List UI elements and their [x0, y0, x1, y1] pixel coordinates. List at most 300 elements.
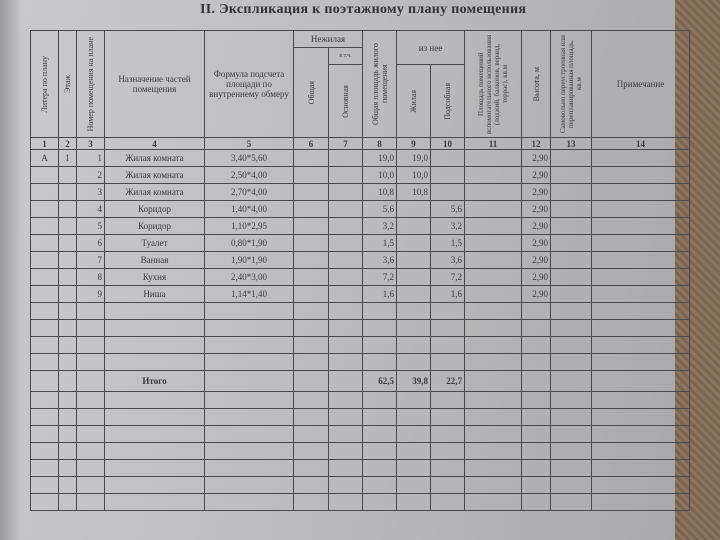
table-cell: [431, 337, 465, 354]
table-cell: 4: [77, 201, 105, 218]
table-row: [31, 460, 690, 477]
table-cell: [329, 269, 363, 286]
table-cell: Жилая комната: [105, 167, 205, 184]
table-cell: 3,6: [431, 252, 465, 269]
table-cell: [592, 269, 690, 286]
table-cell: [294, 218, 329, 235]
table-cell: [397, 201, 431, 218]
table-cell: [105, 409, 205, 426]
table-cell: 5: [77, 218, 105, 235]
col-num: 2: [59, 138, 77, 150]
table-cell: 1: [59, 150, 77, 167]
table-cell: [592, 477, 690, 494]
col-num: 4: [105, 138, 205, 150]
table-cell: [397, 252, 431, 269]
table-cell: [77, 354, 105, 371]
table-cell: [592, 252, 690, 269]
table-cell: [551, 184, 592, 201]
table-cell: [205, 460, 294, 477]
table-cell: [551, 269, 592, 286]
table-cell: [329, 286, 363, 303]
table-cell: [31, 477, 59, 494]
table-cell: [329, 477, 363, 494]
table-cell: [77, 409, 105, 426]
table-cell: 2,90: [522, 218, 551, 235]
table-cell: [59, 443, 77, 460]
table-row: [31, 409, 690, 426]
table-cell: Коридор: [105, 218, 205, 235]
header-primechanie: Примечание: [592, 31, 690, 138]
table-cell: [551, 460, 592, 477]
table-cell: [551, 303, 592, 320]
table-cell: 1,40*4,00: [205, 201, 294, 218]
table-cell: 39,8: [397, 371, 431, 392]
explication-table: [30, 30, 690, 511]
table-cell: [465, 201, 522, 218]
table-cell: [329, 371, 363, 392]
table-cell: 2,90: [522, 269, 551, 286]
table-cell: [431, 167, 465, 184]
table-cell: [592, 337, 690, 354]
header-formula: Формула подсчета площади по внутреннему обмеру: [205, 31, 294, 138]
table-cell: 1,90*1,90: [205, 252, 294, 269]
table-cell: [522, 477, 551, 494]
table-cell: [363, 443, 397, 460]
header-naznachenie: Назначение частей помещения: [105, 31, 205, 138]
table-cell: 7,2: [431, 269, 465, 286]
table-row: [31, 303, 690, 320]
table-cell: [329, 167, 363, 184]
table-cell: [205, 371, 294, 392]
table-cell: [465, 392, 522, 409]
table-cell: [31, 426, 59, 443]
table-cell: [77, 392, 105, 409]
table-cell: [397, 303, 431, 320]
table-cell: 1,10*2,95: [205, 218, 294, 235]
table-cell: [105, 354, 205, 371]
table-cell: [465, 371, 522, 392]
table-cell: Коридор: [105, 201, 205, 218]
table-cell: [105, 443, 205, 460]
table-row: [31, 494, 690, 511]
table-cell: [329, 409, 363, 426]
col-num: 6: [294, 138, 329, 150]
table-cell: 8: [77, 269, 105, 286]
table-cell: [397, 286, 431, 303]
table-cell: [77, 303, 105, 320]
table-cell: 1,6: [363, 286, 397, 303]
table-cell: 2,70*4,00: [205, 184, 294, 201]
col-num: 1: [31, 138, 59, 150]
table-cell: [77, 443, 105, 460]
table-cell: [294, 460, 329, 477]
table-cell: 3,2: [431, 218, 465, 235]
table-cell: Туалет: [105, 235, 205, 252]
table-cell: [397, 354, 431, 371]
col-num: 7: [329, 138, 363, 150]
table-cell: 1,6: [431, 286, 465, 303]
table-cell: 19,0: [397, 150, 431, 167]
table-cell: 62,5: [363, 371, 397, 392]
table-cell: [551, 426, 592, 443]
col-num: 13: [551, 138, 592, 150]
table-cell: [397, 218, 431, 235]
table-row: [31, 354, 690, 371]
table-cell: 2,50*4,00: [205, 167, 294, 184]
table-cell: [397, 494, 431, 511]
table-cell: [397, 460, 431, 477]
table-cell: [431, 477, 465, 494]
table-cell: [592, 286, 690, 303]
table-cell: [294, 409, 329, 426]
col-num: 12: [522, 138, 551, 150]
table-cell: 3: [77, 184, 105, 201]
table-cell: [551, 409, 592, 426]
table-cell: [551, 320, 592, 337]
col-num: 11: [465, 138, 522, 150]
table-cell: 10,8: [397, 184, 431, 201]
table-cell: [465, 443, 522, 460]
table-cell: [522, 303, 551, 320]
table-cell: [465, 494, 522, 511]
header-vtch: в т.ч.: [329, 48, 363, 65]
table-cell: [31, 371, 59, 392]
table-cell: [431, 184, 465, 201]
table-cell: [592, 235, 690, 252]
table-cell: [329, 337, 363, 354]
table-cell: [397, 426, 431, 443]
col-num: 9: [397, 138, 431, 150]
table-cell: 5,6: [363, 201, 397, 218]
table-cell: [522, 460, 551, 477]
table-cell: [465, 426, 522, 443]
table-cell: [592, 218, 690, 235]
table-cell: [592, 184, 690, 201]
table-cell: [294, 371, 329, 392]
col-num: 10: [431, 138, 465, 150]
table-cell: [77, 337, 105, 354]
table-row: [31, 150, 690, 167]
table-cell: [59, 494, 77, 511]
table-cell: [431, 303, 465, 320]
table-cell: [31, 303, 59, 320]
table-cell: [329, 252, 363, 269]
table-cell: [205, 443, 294, 460]
table-cell: [551, 371, 592, 392]
table-cell: [522, 392, 551, 409]
table-cell: [59, 252, 77, 269]
header-vspom: Площадь помещений вспомогательного использования (лоджий, балконов, веранд, террас), кв.м: [465, 31, 522, 138]
table-cell: [77, 494, 105, 511]
table-cell: [551, 286, 592, 303]
table-cell: 1,5: [363, 235, 397, 252]
table-row: [31, 167, 690, 184]
table-cell: [329, 218, 363, 235]
table-cell: 3,40*5,60: [205, 150, 294, 167]
table-cell: [31, 443, 59, 460]
table-cell: [592, 494, 690, 511]
table-row: [31, 218, 690, 235]
table-cell: [59, 235, 77, 252]
table-cell: [329, 184, 363, 201]
table-cell: 2,90: [522, 252, 551, 269]
table-cell: [592, 320, 690, 337]
table-cell: 0,80*1,90: [205, 235, 294, 252]
table-cell: 7: [77, 252, 105, 269]
table-cell: [294, 286, 329, 303]
table-cell: 2,90: [522, 235, 551, 252]
itogo-row: [31, 371, 690, 392]
table-row: [31, 337, 690, 354]
table-cell: [592, 460, 690, 477]
table-cell: [105, 320, 205, 337]
table-cell: [31, 460, 59, 477]
table-cell: 1,5: [431, 235, 465, 252]
table-cell: [592, 150, 690, 167]
table-cell: [363, 494, 397, 511]
table-cell: [522, 320, 551, 337]
table-row: [31, 184, 690, 201]
table-cell: 22,7: [431, 371, 465, 392]
table-cell: [59, 460, 77, 477]
col-num: 8: [363, 138, 397, 150]
table-cell: [592, 426, 690, 443]
table-cell: [31, 167, 59, 184]
table-cell: [551, 235, 592, 252]
col-num: 5: [205, 138, 294, 150]
table-cell: 2,90: [522, 286, 551, 303]
table-cell: 2: [77, 167, 105, 184]
table-cell: [77, 477, 105, 494]
table-cell: [431, 354, 465, 371]
table-cell: [294, 443, 329, 460]
table-row: [31, 320, 690, 337]
table-cell: [465, 303, 522, 320]
table-cell: [592, 392, 690, 409]
table-cell: [59, 218, 77, 235]
table-cell: [329, 150, 363, 167]
table-cell: [59, 320, 77, 337]
table-cell: [294, 477, 329, 494]
table-cell: [465, 409, 522, 426]
table-cell: [397, 477, 431, 494]
table-cell: [363, 477, 397, 494]
table-row: [31, 426, 690, 443]
table-cell: [522, 337, 551, 354]
table-row: [31, 269, 690, 286]
table-cell: [105, 337, 205, 354]
table-cell: Жилая комната: [105, 184, 205, 201]
table-cell: [592, 443, 690, 460]
table-cell: [431, 320, 465, 337]
table-cell: [522, 494, 551, 511]
table-cell: [465, 252, 522, 269]
table-cell: [522, 371, 551, 392]
table-cell: [551, 354, 592, 371]
table-cell: [294, 235, 329, 252]
table-cell: [31, 235, 59, 252]
table-cell: 19,0: [363, 150, 397, 167]
header-etazh: Этаж: [59, 31, 77, 138]
table-cell: [431, 494, 465, 511]
table-cell: [77, 426, 105, 443]
table-cell: [205, 303, 294, 320]
header-samovolno: Самовольно переустроенная или перепланированная площадь, кв.м: [551, 31, 592, 138]
header-osnovnaya: Основная: [329, 65, 363, 138]
table-cell: 3,2: [363, 218, 397, 235]
table-cell: [465, 167, 522, 184]
table-cell: [551, 494, 592, 511]
table-cell: [31, 218, 59, 235]
table-cell: [465, 354, 522, 371]
table-cell: [294, 494, 329, 511]
table-cell: [363, 354, 397, 371]
table-cell: [465, 235, 522, 252]
table-cell: [59, 269, 77, 286]
table-cell: [59, 477, 77, 494]
table-cell: [363, 320, 397, 337]
table-cell: [592, 371, 690, 392]
table-cell: [397, 392, 431, 409]
table-cell: [205, 392, 294, 409]
table-cell: [31, 392, 59, 409]
table-cell: 6: [77, 235, 105, 252]
table-cell: [59, 286, 77, 303]
table-cell: [77, 460, 105, 477]
col-num: 14: [592, 138, 690, 150]
table-cell: [465, 320, 522, 337]
table-cell: [363, 337, 397, 354]
table-cell: 10,0: [363, 167, 397, 184]
table-cell: [592, 201, 690, 218]
table-cell: [397, 409, 431, 426]
table-cell: [329, 320, 363, 337]
table-cell: [59, 167, 77, 184]
table-cell: [329, 392, 363, 409]
table-cell: [59, 392, 77, 409]
table-cell: [31, 252, 59, 269]
table-cell: [551, 167, 592, 184]
table-cell: [294, 150, 329, 167]
table-cell: [465, 477, 522, 494]
table-cell: [59, 184, 77, 201]
table-cell: [31, 409, 59, 426]
table-cell: [431, 409, 465, 426]
table-cell: 7,2: [363, 269, 397, 286]
table-cell: [294, 426, 329, 443]
table-cell: [465, 286, 522, 303]
header-iz-nee: из нее: [397, 31, 465, 65]
table-cell: [397, 320, 431, 337]
table-cell: [105, 392, 205, 409]
table-cell: Жилая комната: [105, 150, 205, 167]
table-row: [31, 443, 690, 460]
table-cell: [31, 201, 59, 218]
table-cell: [31, 337, 59, 354]
table-cell: [397, 337, 431, 354]
table-cell: [397, 443, 431, 460]
table-cell: [105, 477, 205, 494]
table-cell: [522, 426, 551, 443]
table-cell: [294, 167, 329, 184]
table-cell: [465, 269, 522, 286]
table-cell: [397, 269, 431, 286]
table-cell: [329, 235, 363, 252]
table-cell: [551, 252, 592, 269]
table-cell: [294, 337, 329, 354]
table-cell: [294, 201, 329, 218]
table-cell: [551, 392, 592, 409]
table-cell: [31, 354, 59, 371]
table-cell: 2,90: [522, 184, 551, 201]
table-cell: [551, 477, 592, 494]
table-row: [31, 235, 690, 252]
table-cell: [329, 201, 363, 218]
table-cell: [329, 443, 363, 460]
table-cell: [59, 303, 77, 320]
header-nomer: Номер помещения на плане: [77, 31, 105, 138]
table-cell: [31, 320, 59, 337]
table-cell: [431, 460, 465, 477]
column-numbers-row: [31, 138, 690, 150]
table-cell: [31, 184, 59, 201]
table-cell: [592, 303, 690, 320]
table-cell: 2,40*3,00: [205, 269, 294, 286]
table-cell: [205, 409, 294, 426]
table-cell: [551, 337, 592, 354]
table-cell: 1: [77, 150, 105, 167]
table-cell: [105, 426, 205, 443]
table-cell: [363, 409, 397, 426]
table-cell: [329, 494, 363, 511]
table-row: [31, 252, 690, 269]
table-cell: [294, 184, 329, 201]
table-cell: [31, 494, 59, 511]
table-cell: [363, 460, 397, 477]
table-cell: 2,90: [522, 201, 551, 218]
table-cell: [294, 354, 329, 371]
document-title: II. Экспликация к поэтажному плану помещения: [200, 2, 527, 17]
table-row: [31, 477, 690, 494]
table-cell: [59, 201, 77, 218]
col-num: 3: [77, 138, 105, 150]
header-vysota: Высота, м: [522, 31, 551, 138]
table-cell: [363, 303, 397, 320]
table-cell: [465, 150, 522, 167]
table-cell: [329, 460, 363, 477]
table-cell: [363, 426, 397, 443]
table-cell: [294, 269, 329, 286]
table-row: [31, 392, 690, 409]
table-cell: [294, 252, 329, 269]
table-cell: [465, 460, 522, 477]
table-cell: [329, 354, 363, 371]
table-cell: [522, 443, 551, 460]
table-cell: [465, 184, 522, 201]
table-cell: [59, 337, 77, 354]
table-cell: [465, 337, 522, 354]
table-cell: Итого: [105, 371, 205, 392]
table-cell: 1,14*1,40: [205, 286, 294, 303]
table-cell: А: [31, 150, 59, 167]
table-cell: Ванная: [105, 252, 205, 269]
table-cell: [59, 354, 77, 371]
table-cell: 5,6: [431, 201, 465, 218]
header-podsobnaya: Подсобная: [431, 65, 465, 138]
table-cell: [205, 477, 294, 494]
table-cell: 10,8: [363, 184, 397, 201]
table-cell: [329, 303, 363, 320]
